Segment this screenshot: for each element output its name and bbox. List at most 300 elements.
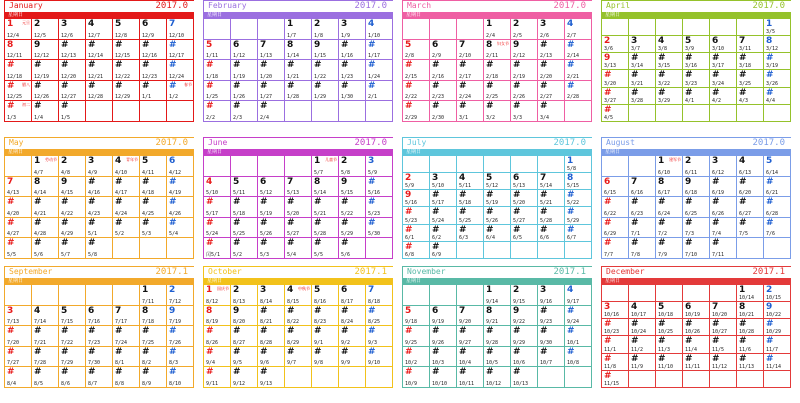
day-number: 1 bbox=[7, 19, 14, 29]
festival-label: 儿童节 bbox=[325, 157, 337, 162]
lunar-date: 8/15 bbox=[287, 298, 300, 305]
day-number: # bbox=[685, 197, 693, 208]
day-number: # bbox=[486, 346, 494, 357]
lunar-date: 4/12 bbox=[169, 169, 182, 176]
lunar-date: 8/22 bbox=[287, 319, 300, 326]
day-number: # bbox=[368, 217, 376, 228]
lunar-date: 4/25 bbox=[142, 210, 155, 217]
lunar-date: 5/7 bbox=[61, 252, 71, 258]
day-cell bbox=[167, 306, 194, 327]
month-name: September bbox=[9, 267, 53, 276]
lunar-date: 7/25 bbox=[142, 339, 155, 346]
day-cell bbox=[32, 326, 59, 347]
day-cell bbox=[538, 306, 565, 327]
empty-cell bbox=[484, 242, 511, 259]
day-cell bbox=[113, 347, 140, 368]
day-cell bbox=[113, 156, 140, 177]
lunar-date: 9/6 bbox=[260, 360, 270, 367]
lunar-date: 6/10 bbox=[658, 169, 671, 176]
day-number: # bbox=[540, 60, 548, 71]
month-year: 2017.1 bbox=[553, 267, 586, 277]
day-number: 1 bbox=[287, 19, 294, 29]
month-january bbox=[4, 0, 194, 122]
day-cell bbox=[484, 190, 511, 207]
lunar-date: 5/25 bbox=[459, 217, 472, 224]
day-number: # bbox=[142, 367, 150, 378]
day-cell bbox=[5, 238, 32, 259]
lunar-date: 6/23 bbox=[631, 210, 644, 217]
day-cell bbox=[140, 19, 167, 40]
lunar-date: 9/21 bbox=[486, 319, 499, 326]
day-number: # bbox=[567, 190, 575, 201]
lunar-date: 7/6 bbox=[766, 231, 776, 238]
day-number: 1 bbox=[486, 285, 493, 295]
day-cell bbox=[683, 156, 710, 177]
day-cell bbox=[656, 53, 683, 70]
day-number: # bbox=[341, 305, 349, 316]
day-number: # bbox=[766, 70, 774, 81]
day-number: 6 bbox=[260, 176, 267, 187]
lunar-date: 9/20 bbox=[459, 319, 472, 326]
day-cell bbox=[285, 347, 312, 368]
day-cell bbox=[5, 81, 32, 102]
day-cell bbox=[285, 197, 312, 218]
lunar-date: 2/18 bbox=[486, 73, 499, 80]
lunar-date: 7/4 bbox=[712, 231, 722, 238]
lunar-date: 12/10 bbox=[169, 32, 185, 39]
day-number: # bbox=[766, 197, 774, 208]
day-cell bbox=[339, 238, 366, 259]
day-number: # bbox=[115, 197, 123, 208]
day-cell bbox=[457, 367, 484, 388]
day-cell bbox=[484, 40, 511, 61]
lunar-date: 4/28 bbox=[34, 231, 47, 238]
day-number: # bbox=[260, 326, 268, 337]
weekday-label: 星期日 bbox=[406, 149, 422, 155]
lunar-date: 10/14 bbox=[739, 295, 755, 302]
lunar-date: 12/14 bbox=[88, 53, 104, 60]
day-cell bbox=[511, 326, 538, 347]
lunar-date: 7/22 bbox=[61, 339, 74, 346]
day-cell bbox=[457, 306, 484, 327]
day-cell bbox=[339, 197, 366, 218]
day-cell bbox=[457, 347, 484, 368]
day-number: 4 bbox=[567, 19, 574, 29]
lunar-date: 12/16 bbox=[142, 53, 158, 60]
day-number: # bbox=[739, 319, 747, 330]
day-cell bbox=[312, 306, 339, 327]
day-cell bbox=[764, 19, 791, 36]
month-june bbox=[203, 137, 393, 259]
day-cell bbox=[764, 285, 791, 302]
day-number: # bbox=[287, 60, 295, 71]
lunar-date: 12/23 bbox=[142, 73, 158, 80]
day-number: # bbox=[766, 176, 774, 187]
day-number: # bbox=[432, 346, 440, 357]
lunar-date: 11/2 bbox=[631, 346, 644, 353]
day-grid bbox=[5, 285, 194, 388]
day-number: # bbox=[233, 326, 241, 337]
day-cell bbox=[656, 36, 683, 53]
day-cell bbox=[366, 81, 393, 102]
day-number: # bbox=[540, 207, 548, 218]
day-cell bbox=[764, 36, 791, 53]
day-cell bbox=[113, 326, 140, 347]
day-cell bbox=[285, 40, 312, 61]
lunar-date: 2/17 bbox=[459, 73, 472, 80]
lunar-date: 4/4 bbox=[766, 97, 776, 104]
day-number: # bbox=[88, 80, 96, 91]
day-cell bbox=[285, 19, 312, 40]
day-number: 6 bbox=[432, 39, 439, 50]
empty-cell bbox=[339, 101, 366, 122]
day-cell bbox=[167, 60, 194, 81]
lunar-date: 11/15 bbox=[604, 380, 620, 387]
lunar-date: 12/5 bbox=[34, 32, 47, 39]
lunar-date: 6/12 bbox=[712, 169, 725, 176]
day-cell bbox=[629, 218, 656, 239]
day-number: # bbox=[88, 326, 96, 337]
day-cell bbox=[484, 101, 511, 122]
month-name: January bbox=[9, 1, 43, 10]
lunar-date: 8/7 bbox=[88, 381, 98, 387]
day-cell bbox=[366, 347, 393, 368]
lunar-date: 3/3 bbox=[513, 115, 523, 121]
day-number: # bbox=[459, 224, 467, 235]
empty-cell bbox=[59, 285, 86, 306]
lunar-date: 2/21 bbox=[567, 73, 580, 80]
day-cell bbox=[231, 197, 258, 218]
day-cell bbox=[403, 60, 430, 81]
day-number: 2 bbox=[513, 285, 520, 295]
day-number: # bbox=[513, 326, 521, 337]
lunar-date: 12/17 bbox=[169, 53, 185, 60]
lunar-date: 2/23 bbox=[432, 94, 445, 101]
lunar-date: 12/9 bbox=[142, 32, 155, 39]
day-number: # bbox=[368, 60, 376, 71]
day-number: # bbox=[405, 207, 413, 218]
day-number: # bbox=[341, 39, 349, 50]
day-number: 7 bbox=[7, 176, 14, 187]
lunar-date: 4/9 bbox=[88, 169, 98, 176]
day-number: # bbox=[658, 70, 666, 81]
day-number: 1 bbox=[314, 156, 321, 166]
empty-cell bbox=[339, 367, 366, 388]
lunar-date: 5/16 bbox=[368, 190, 381, 197]
day-number: # bbox=[658, 197, 666, 208]
lunar-date: 5/6 bbox=[34, 252, 44, 258]
lunar-date: 6/28 bbox=[766, 210, 779, 217]
weekday-bar bbox=[602, 278, 791, 285]
day-number: # bbox=[233, 101, 241, 112]
day-cell bbox=[565, 225, 592, 242]
day-number: # bbox=[169, 80, 177, 91]
lunar-date: 5/25 bbox=[233, 231, 246, 238]
lunar-date: 8/23 bbox=[314, 319, 327, 326]
lunar-date: 7/24 bbox=[115, 339, 128, 346]
month-may bbox=[4, 137, 194, 259]
day-cell bbox=[32, 81, 59, 102]
day-number: # bbox=[540, 80, 548, 91]
day-cell bbox=[656, 354, 683, 371]
day-cell bbox=[204, 218, 231, 239]
day-number: 3 bbox=[7, 305, 14, 316]
day-grid bbox=[5, 19, 194, 122]
day-number: # bbox=[567, 326, 575, 337]
day-cell bbox=[737, 354, 764, 371]
lunar-date: 1/4 bbox=[34, 115, 44, 121]
day-number: # bbox=[115, 176, 123, 187]
lunar-date: 8/25 bbox=[368, 319, 381, 326]
day-cell bbox=[656, 302, 683, 319]
lunar-date: 12/8 bbox=[115, 32, 128, 39]
day-number: # bbox=[341, 326, 349, 337]
day-cell bbox=[629, 177, 656, 198]
day-cell bbox=[59, 81, 86, 102]
day-cell bbox=[538, 19, 565, 40]
lunar-date: 7/11 bbox=[142, 298, 155, 305]
lunar-date: 4/26 bbox=[169, 210, 182, 217]
lunar-date: 9/13 bbox=[260, 381, 273, 387]
festival-label: 中秋节 bbox=[298, 286, 310, 291]
day-cell bbox=[737, 218, 764, 239]
lunar-date: 5/10 bbox=[432, 183, 445, 190]
day-number: # bbox=[260, 80, 268, 91]
day-number: # bbox=[233, 197, 241, 208]
lunar-date: 10/6 bbox=[513, 360, 526, 367]
day-number: # bbox=[341, 197, 349, 208]
day-cell bbox=[430, 173, 457, 190]
day-cell bbox=[231, 81, 258, 102]
empty-cell bbox=[656, 285, 683, 302]
day-cell bbox=[602, 354, 629, 371]
festival-label: 元旦 bbox=[22, 20, 30, 25]
lunar-date: 5/8 bbox=[88, 252, 98, 258]
lunar-date: 10/8 bbox=[567, 360, 580, 367]
day-number: # bbox=[368, 197, 376, 208]
month-december bbox=[601, 266, 791, 388]
day-number: 6 bbox=[88, 305, 95, 316]
lunar-date: 8/28 bbox=[260, 339, 273, 346]
day-number: # bbox=[658, 87, 666, 98]
day-number: 5 bbox=[405, 39, 412, 50]
day-number: 3 bbox=[432, 173, 439, 184]
day-number: # bbox=[513, 190, 521, 201]
day-cell bbox=[683, 197, 710, 218]
empty-cell bbox=[430, 19, 457, 40]
weekday-bar bbox=[5, 278, 194, 285]
empty-cell bbox=[113, 285, 140, 306]
day-number: # bbox=[459, 60, 467, 71]
month-year: 2017.1 bbox=[752, 267, 785, 277]
lunar-date: 6/2 bbox=[432, 234, 442, 241]
lunar-date: 5/9 bbox=[405, 183, 415, 190]
lunar-date: 10/1 bbox=[567, 339, 580, 346]
day-cell bbox=[258, 238, 285, 259]
empty-cell bbox=[538, 367, 565, 388]
weekday-label: 星期日 bbox=[207, 12, 223, 18]
month-september bbox=[4, 266, 194, 388]
lunar-date: 2/4 bbox=[486, 32, 496, 39]
lunar-date: 9/14 bbox=[486, 298, 499, 305]
lunar-date: 6/29 bbox=[604, 231, 617, 238]
month-header bbox=[5, 138, 194, 148]
day-number: # bbox=[61, 80, 69, 91]
day-cell bbox=[140, 326, 167, 347]
day-cell bbox=[258, 306, 285, 327]
day-number: # bbox=[314, 217, 322, 228]
lunar-date: 8/10 bbox=[169, 381, 182, 387]
lunar-date: 3/2 bbox=[486, 115, 496, 121]
lunar-date: 8/5 bbox=[34, 381, 44, 387]
day-cell bbox=[285, 238, 312, 259]
lunar-date: 3/8 bbox=[658, 46, 668, 53]
day-number: # bbox=[34, 238, 42, 249]
day-number: 9 bbox=[766, 302, 773, 313]
empty-cell bbox=[656, 105, 683, 122]
lunar-date: 4/20 bbox=[7, 210, 20, 217]
day-cell bbox=[32, 177, 59, 198]
lunar-date: 5/24 bbox=[206, 231, 219, 238]
lunar-date: 2/30 bbox=[432, 115, 445, 121]
lunar-date: 12/12 bbox=[34, 53, 50, 60]
empty-cell bbox=[285, 101, 312, 122]
lunar-date: 3/9 bbox=[685, 46, 695, 53]
day-cell bbox=[430, 347, 457, 368]
day-number: # bbox=[513, 101, 521, 112]
lunar-date: 6/21 bbox=[766, 190, 779, 197]
day-number: # bbox=[88, 346, 96, 357]
day-number: 8 bbox=[287, 39, 294, 50]
month-header bbox=[204, 138, 393, 148]
day-cell bbox=[366, 40, 393, 61]
day-number: # bbox=[513, 80, 521, 91]
month-header bbox=[403, 1, 592, 11]
day-cell bbox=[312, 81, 339, 102]
day-cell bbox=[339, 218, 366, 239]
day-cell bbox=[538, 40, 565, 61]
lunar-date: 8/13 bbox=[233, 298, 246, 305]
day-number: # bbox=[61, 346, 69, 357]
day-cell bbox=[5, 218, 32, 239]
lunar-date: 9/28 bbox=[486, 339, 499, 346]
lunar-date: 6/8 bbox=[405, 251, 415, 258]
lunar-date: 8/18 bbox=[368, 298, 381, 305]
day-number: 4 bbox=[34, 305, 41, 316]
day-cell bbox=[683, 177, 710, 198]
lunar-date: 8/12 bbox=[206, 298, 219, 305]
weekday-bar bbox=[602, 149, 791, 156]
day-cell bbox=[602, 70, 629, 87]
day-number: 5 bbox=[486, 173, 493, 184]
lunar-date: 7/20 bbox=[7, 339, 20, 346]
day-number: # bbox=[142, 80, 150, 91]
day-cell bbox=[140, 81, 167, 102]
lunar-date: 1/29 bbox=[314, 94, 327, 101]
empty-cell bbox=[710, 285, 737, 302]
lunar-date: 6/5 bbox=[513, 234, 523, 241]
day-number: # bbox=[287, 80, 295, 91]
day-cell bbox=[511, 285, 538, 306]
lunar-date: 5/23 bbox=[405, 217, 418, 224]
lunar-date: 10/17 bbox=[631, 312, 647, 319]
day-cell bbox=[32, 60, 59, 81]
day-cell bbox=[457, 207, 484, 224]
day-cell bbox=[366, 197, 393, 218]
empty-cell bbox=[683, 285, 710, 302]
day-grid bbox=[602, 156, 791, 259]
day-cell bbox=[140, 347, 167, 368]
day-number: 8 bbox=[314, 176, 321, 187]
lunar-date: 4/22 bbox=[61, 210, 74, 217]
day-number: # bbox=[287, 326, 295, 337]
day-cell bbox=[565, 40, 592, 61]
day-number: # bbox=[233, 217, 241, 228]
lunar-date: 3/27 bbox=[604, 97, 617, 104]
day-cell bbox=[285, 285, 312, 306]
empty-cell bbox=[231, 156, 258, 177]
lunar-date: 2/15 bbox=[405, 73, 418, 80]
lunar-date: 1/27 bbox=[260, 94, 273, 101]
lunar-date: 10/12 bbox=[486, 381, 502, 387]
day-grid bbox=[204, 19, 393, 122]
lunar-date: 1/19 bbox=[233, 73, 246, 80]
empty-cell bbox=[764, 371, 791, 388]
lunar-date: 7/9 bbox=[658, 252, 668, 258]
day-number: # bbox=[260, 346, 268, 357]
day-cell bbox=[457, 225, 484, 242]
day-number: # bbox=[739, 53, 747, 64]
day-number: # bbox=[169, 367, 177, 378]
day-number: # bbox=[766, 87, 774, 98]
month-year: 2017.0 bbox=[155, 138, 188, 148]
day-number: # bbox=[486, 367, 494, 378]
day-number: # bbox=[34, 346, 42, 357]
month-name: February bbox=[208, 1, 247, 10]
day-cell bbox=[113, 60, 140, 81]
day-number: # bbox=[314, 326, 322, 337]
day-cell bbox=[764, 354, 791, 371]
lunar-date: 4/27 bbox=[7, 231, 20, 238]
lunar-date: 1/25 bbox=[206, 94, 219, 101]
lunar-date: 3/13 bbox=[604, 63, 617, 70]
day-cell bbox=[5, 367, 32, 388]
day-number: # bbox=[61, 238, 69, 249]
day-number: 1 bbox=[206, 285, 213, 295]
day-number: # bbox=[61, 39, 69, 50]
lunar-date: 7/16 bbox=[88, 319, 101, 326]
day-number: # bbox=[7, 367, 15, 378]
day-number: 7 bbox=[459, 39, 466, 50]
day-cell bbox=[602, 88, 629, 105]
day-cell bbox=[312, 285, 339, 306]
day-cell bbox=[565, 60, 592, 81]
month-year: 2017.0 bbox=[752, 1, 785, 11]
day-number: # bbox=[712, 217, 720, 228]
weekday-label: 星期日 bbox=[406, 278, 422, 284]
lunar-date: 8/8 bbox=[115, 381, 125, 387]
empty-cell bbox=[231, 19, 258, 40]
lunar-date: 8/19 bbox=[206, 319, 219, 326]
day-cell bbox=[629, 238, 656, 259]
day-number: # bbox=[61, 217, 69, 228]
day-number: 8 bbox=[658, 176, 665, 187]
day-number: # bbox=[233, 80, 241, 91]
lunar-date: 5/30 bbox=[368, 231, 381, 238]
day-cell bbox=[430, 242, 457, 259]
day-number: # bbox=[7, 238, 15, 249]
day-cell bbox=[59, 197, 86, 218]
